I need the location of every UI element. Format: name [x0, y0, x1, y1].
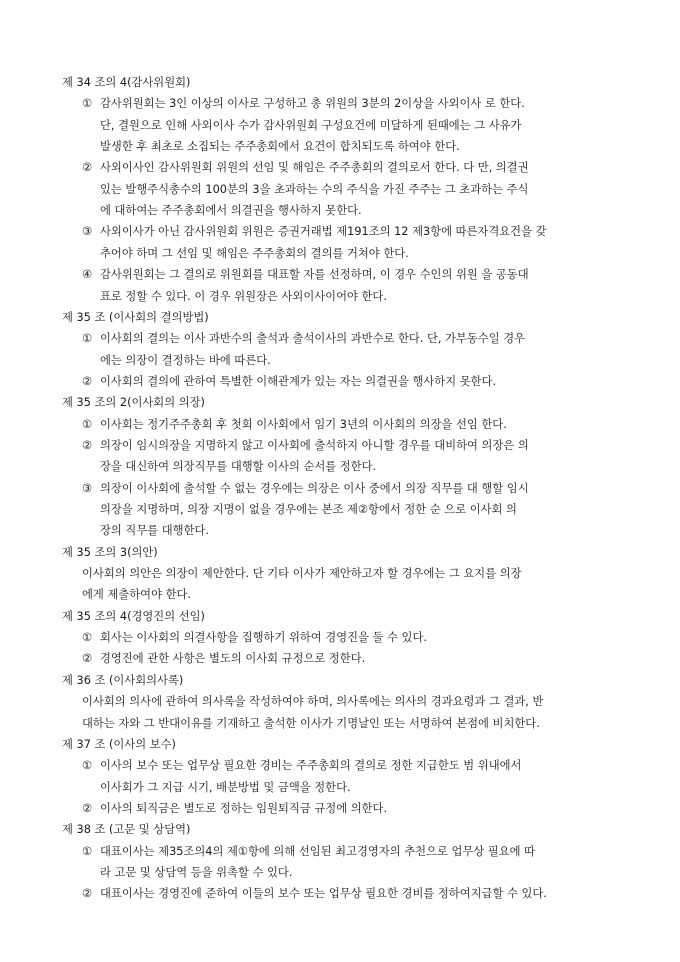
item-text: 경영진에 관한 사항은 별도의 이사회 규정으로 정한다. — [100, 652, 366, 666]
item-number-marker: ② — [82, 887, 93, 901]
article-item — [82, 845, 535, 859]
item-text: 회사는 이사회의 의결사항을 집행하기 위하여 경영진을 둘 수 있다. — [100, 631, 427, 645]
article-item — [82, 439, 529, 453]
article-item — [82, 887, 547, 901]
item-number-marker: ② — [82, 438, 93, 452]
article-item-continuation: 에는 의장이 결정하는 바에 따른다. — [100, 353, 271, 367]
article-item-continuation: 장을 대신하여 의장직무를 대행할 이사의 순서를 정한다. — [100, 460, 377, 474]
item-text: 이사의 퇴직금은 별도로 정하는 임원퇴직금 규정에 의한다. — [100, 801, 388, 815]
item-number-marker: ② — [82, 374, 93, 388]
article-heading: 제 37 조 (이사의 보수) — [62, 737, 176, 751]
article-item-continuation: 장의 직무를 대행한다. — [100, 524, 209, 538]
article-item-continuation: 단, 결원으로 인해 사외이사 수가 감사위원회 구성요건에 미달하게 된때에는 그 사유가 — [100, 118, 522, 132]
item-number-marker: ① — [82, 759, 93, 773]
item-text: 이사의 보수 또는 업무상 필요한 경비는 주주총회의 결의로 정한 지급한도 범 위내에서 — [100, 759, 522, 773]
article-body-line: 에게 제출하여야 한다. — [82, 588, 191, 602]
item-text: 대표이사는 제35조의4의 제①항에 의해 선임된 최고경영자의 추천으로 업무상 필요에 따 — [100, 844, 536, 858]
item-number-marker: ① — [82, 844, 93, 858]
article-item-continuation: 의장을 지명하며, 의장 지명이 없을 경우에는 본조 제②항에서 정한 순 으로 이사회 의 — [100, 503, 517, 516]
item-text: 사외이사인 감사위원회 위원의 선임 및 해임은 주주총회의 결의로서 한다. 다 만, 의결권 — [100, 161, 529, 175]
item-number-marker: ① — [82, 631, 93, 645]
item-text: 감사위원회는 3인 이상의 이사로 구성하고 총 위원의 3분의 2이상을 사외이사 로 한다. — [100, 97, 525, 111]
article-body-line: 이사회의 의안은 의장이 제안한다. 단 기타 이사가 제안하고자 할 경우에는 그 요지를 의장 — [82, 567, 522, 581]
article-heading: 제 34 조의 4(감사위원회) — [62, 76, 191, 89]
article-item-continuation: 라 고문 및 상담역 등을 위촉할 수 있다. — [100, 865, 293, 879]
item-text: 의장이 임시의장을 지명하지 않고 이사회에 출석하지 아니할 경우를 대비하여 의장은 의 — [100, 438, 529, 452]
article-item — [82, 161, 529, 175]
article-item-continuation: 추어야 하며 그 선임 및 해임은 주주총회의 결의를 거쳐야 한다. — [100, 246, 409, 260]
article-item — [82, 652, 365, 666]
item-number-marker: ② — [82, 652, 93, 666]
article-heading: 제 35 조의 4(경영진의 선임) — [62, 609, 205, 623]
article-item — [82, 97, 525, 111]
article-item-continuation: 있는 발행주식총수의 100분의 3을 초과하는 수의 주식을 가진 주주는 그 초과하는 주식 — [100, 182, 529, 196]
item-number-marker: ③ — [82, 481, 93, 495]
item-text: 이사회의 결의에 관하여 특별한 이해관계가 있는 자는 의결권을 행사하지 못한다. — [100, 374, 497, 388]
article-item — [82, 802, 387, 816]
item-number-marker: ① — [82, 332, 93, 346]
article-item — [82, 631, 427, 645]
article-body-line: 대하는 자와 그 반대이유를 기재하고 출석한 이사가 기명날인 또는 서명하여 본점에 비치한다. — [82, 716, 540, 730]
item-text: 이사회는 정기주주총회 후 첫회 이사회에서 임기 3년의 이사회의 의장을 선임 한다. — [100, 417, 507, 431]
item-number-marker: ① — [82, 417, 93, 431]
article-heading: 제 36 조 (이사회의사록) — [62, 673, 184, 687]
article-body-line: 이사회의 의사에 관하여 의사록을 작성하여야 하며, 의사록에는 의사의 경과요령과 그 결과, 반 — [82, 695, 544, 709]
article-item — [82, 268, 529, 282]
article-heading: 제 35 조의 3(의안) — [62, 545, 158, 559]
article-item — [82, 482, 529, 496]
item-number-marker: ① — [82, 97, 93, 111]
article-heading: 제 35 조 (이사회의 결의방법) — [62, 310, 209, 324]
article-item — [82, 332, 525, 346]
item-number-marker: ② — [82, 161, 93, 175]
article-heading: 제 35 조의 2(이사회의 의장) — [62, 396, 205, 410]
item-text: 대표이사는 경영진에 준하여 이들의 보수 또는 업무상 필요한 경비를 정하여지급할 수 있다. — [100, 887, 547, 901]
item-number-marker: ② — [82, 801, 93, 815]
item-text: 이사회의 결의는 이사 과반수의 출석과 출석이사의 과반수로 한다. 단, 가부동수일 경우 — [100, 332, 526, 346]
article-item — [82, 759, 521, 773]
article-item-continuation: 이사회가 그 지급 시기, 배분방법 및 금액을 정한다. — [100, 780, 351, 794]
article-item — [82, 418, 507, 432]
item-number-marker: ③ — [82, 225, 93, 239]
article-heading: 제 38 조 (고문 및 상담역) — [62, 823, 191, 837]
item-text: 의장이 이사회에 출석할 수 없는 경우에는 의장은 이사 중에서 의장 직무를 대 행할 임시 — [100, 481, 529, 495]
article-item-continuation: 에 대하여는 주주총회에서 의결권을 행사하지 못한다. — [100, 204, 362, 218]
article-item — [82, 375, 496, 389]
item-text: 사외이사가 아닌 감사위원회 위원은 증권거래법 제191조의 12 제3항에 따른자격요건을 갖 — [100, 225, 547, 239]
article-item-continuation: 발생한 후 최초로 소집되는 주주총회에서 요건이 합치되도록 하여야 한다. — [100, 140, 460, 154]
article-item-continuation: 표로 정할 수 있다. 이 경우 위원장은 사외이사이어야 한다. — [100, 289, 387, 303]
item-text: 감사위원회는 그 결의로 위원회를 대표할 자를 선정하며, 이 경우 수인의 위원 을 공동대 — [100, 268, 529, 282]
article-item — [82, 225, 546, 239]
item-number-marker: ④ — [82, 268, 93, 282]
